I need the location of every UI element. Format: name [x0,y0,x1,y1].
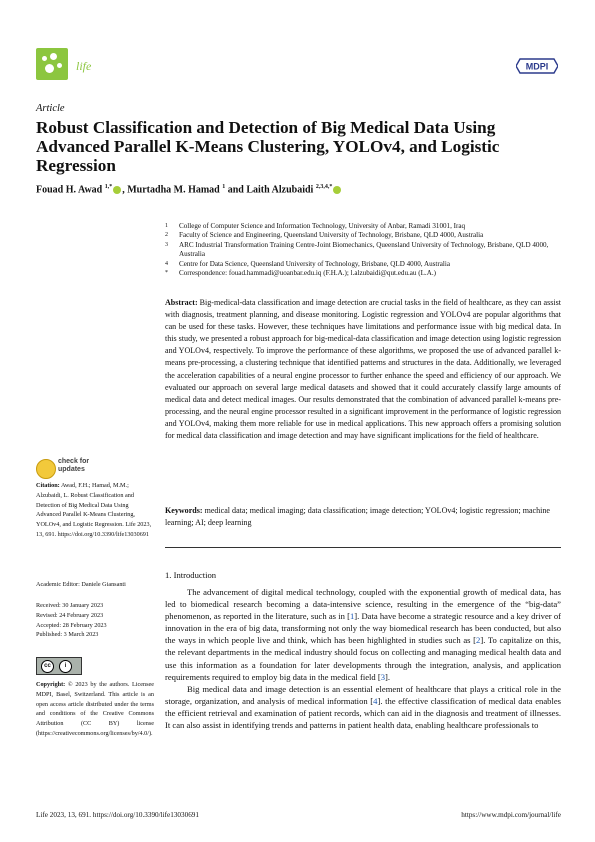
citation-link[interactable]: 4 [373,695,378,706]
article-type: Article [36,103,65,114]
author-affiliation-marker: 1 [222,184,226,190]
paragraph: Big medical data and image detection is an essential element of healthcare that plays a critical role in the storage, organization, and analysis of medical information [4]. the effective classification of medical data enables the efficient retrieval and examination of patient records, which can aid in the diagnosis and treatment of illnesses. It can also assist in identifying trends and patterns in patient health data, enabling healthcare professionals to [165,683,561,731]
section-heading: 1. Introduction [165,570,217,580]
footer-journal-url[interactable]: https://www.mdpi.com/journal/life [461,811,561,819]
cc-icon: cc [41,660,54,673]
mdpi-logo-text: MDPI [525,61,549,72]
keywords [165,505,561,529]
check-updates-line2: updates [58,466,85,473]
citation-link[interactable]: 1 [349,611,355,622]
citation-text: Awad, F.H.; Hamad, M.M.; Alzubaidi, L. Robust Classification and Detection of Big Medical Data Using Advanced Parallel K-Means Clustering, YOLOv4, and Logistic Regression. Life 2023, 13, 691. https://doi.org/10.3390/life13030691 [36,482,152,538]
paragraph: The advancement of digital medical technology, coupled with the exponential growth of medical data, has led to biomedical research becoming a data-intensive science, resulting in the emergence of the “big-data” phenomenon, as reported in the literature, such as in [1]. Data have become a strategic resource and a key driver of innovation in the era of big data, transforming not only the way biomedical research has been conducted, but also the ways in which people live and think, which has been highlighted in studies such as [2]. To capitalize on this, the relevant departments in the medical industry should focus on collecting and managing medical health data and use this information as a foundation for later developments through the integration, analysis, and application requirements required to employ big data in the medical field [3]. [165,587,561,682]
academic-editor: Academic Editor: Daniele Giansanti [36,581,126,588]
footer-citation[interactable]: Life 2023, 13, 691. https://doi.org/10.3390/life13030691 [36,811,199,819]
journal-name: life [76,59,92,73]
affiliation-item: 4 Centre for Data Science, Queensland University of Technology, Brisbane, QLD 4000, Australia [165,259,450,268]
check-updates-icon [36,459,56,479]
citation-label: Citation: [36,482,60,489]
author-name: Murtadha M. Hamad [127,184,220,196]
citation-link[interactable]: 3 [380,671,386,682]
affiliation-item: 1 College of Computer Science and Information Technology, University of Anbar, Ramadi 31001, Iraq [165,222,466,230]
orcid-icon[interactable] [333,186,341,194]
author-name: Laith Alzubaidi [246,184,314,196]
keywords-label: Keywords: [165,506,203,515]
author-affiliation-marker: 1,* [104,184,113,190]
revised-date: Revised: 24 February 2023 [36,611,104,619]
cc-by-license-badge[interactable] [36,657,82,675]
affiliation-item: 2 Faculty of Science and Engineering, Queensland University of Technology, Brisbane, QLD 4000, Australia [165,231,484,240]
author-name: Fouad H. Awad [36,184,103,196]
orcid-icon[interactable] [113,186,121,194]
section-divider [165,547,561,548]
copyright-label: Copyright: [36,681,66,688]
published-date: Published: 3 March 2023 [36,631,99,639]
citation-block [36,481,154,540]
copyright-block [36,680,154,739]
received-date: Received: 30 January 2023 [36,602,104,609]
abstract [165,297,561,442]
abstract-label: Abstract: [165,298,198,307]
abstract-text: Big-medical-data classification and image detection are crucial tasks in the field of healthcare, as they can assist with diagnosis, treatment planning, and disease monitoring. Logistic regression and YOLOv4 are popular algorithms that can be used for these tasks. However, these techniques have limitations and performance issue with big medical data. In this study, we presented a robust approach for big-medical-data classification and image detection using logistic regression and YOLOv4, respectively. To improve the performance of these algorithms, we proposed the use of advanced parallel k-means pre-processing, a clustering technique that identified patterns and structures in the data. Additionally, we leveraged the acceleration capabilities of a neural engine processor to further enhance the speed and efficiency of our approach. We evaluated our approach on several large medical datasets and showed that it could accurately classify large amounts of medical data and detect medical images. Our results demonstrated that the combination of advanced parallel k-means pre-processing, and the neural engine processor resulted in a significant improvement in the performance of logistic regression and YOLOv4, making them more reliable for use in medical applications. This new approach offers a promising solution for medical data classification and image detection and may have significant implications for the field of healthcare. [165,298,561,441]
by-icon: i [59,660,72,673]
page-footer [36,811,561,819]
dates-block [36,601,154,640]
affiliation-item: * Correspondence: fouad.hammadi@uoanbar.edu.iq (F.H.A.); l.alzubaidi@qut.edu.au (L.A.) [165,269,436,278]
copyright-text: © 2023 by the authors. Licensee MDPI, Basel, Switzerland. This article is an open access article distributed under the terms and conditions of the Creative Commons Attribution (CC BY) license (https://creativecommons.org/licenses/by/4.0/). [36,681,154,737]
journal-logo-icon [36,48,68,80]
author-affiliation-marker: 2,3,4,* [315,184,333,190]
keywords-text: medical data; medical imaging; data classification; image detection; YOLOv4; logistic regression; machine learning; AI; deep learning [165,506,550,528]
check-updates-line1: check for [58,458,90,465]
affiliations [165,222,565,278]
citation-link[interactable]: 2 [476,635,481,646]
check-for-updates-badge[interactable] [36,455,136,481]
introduction-body [165,586,561,731]
mdpi-logo-icon [516,57,558,75]
accepted-date: Accepted: 28 February 2023 [36,621,107,629]
author-list: Fouad H. Awad $^{1,*}$ , Murtadha M. Hamad $^1$ and Laith Alzubaidi $^{2,3,4,*}$ [36,184,342,195]
article-title: Robust Classification and Detection of Big Medical Data Using Advanced Parallel K-Means Clustering, YOLOv4, and Logistic Regression [36,118,500,175]
affiliation-item: 3 ARC Industrial Transformation Training Centre-Joint Biomechanics, Queensland University of Technology, Brisbane, QLD 4000, Australia [165,240,549,259]
